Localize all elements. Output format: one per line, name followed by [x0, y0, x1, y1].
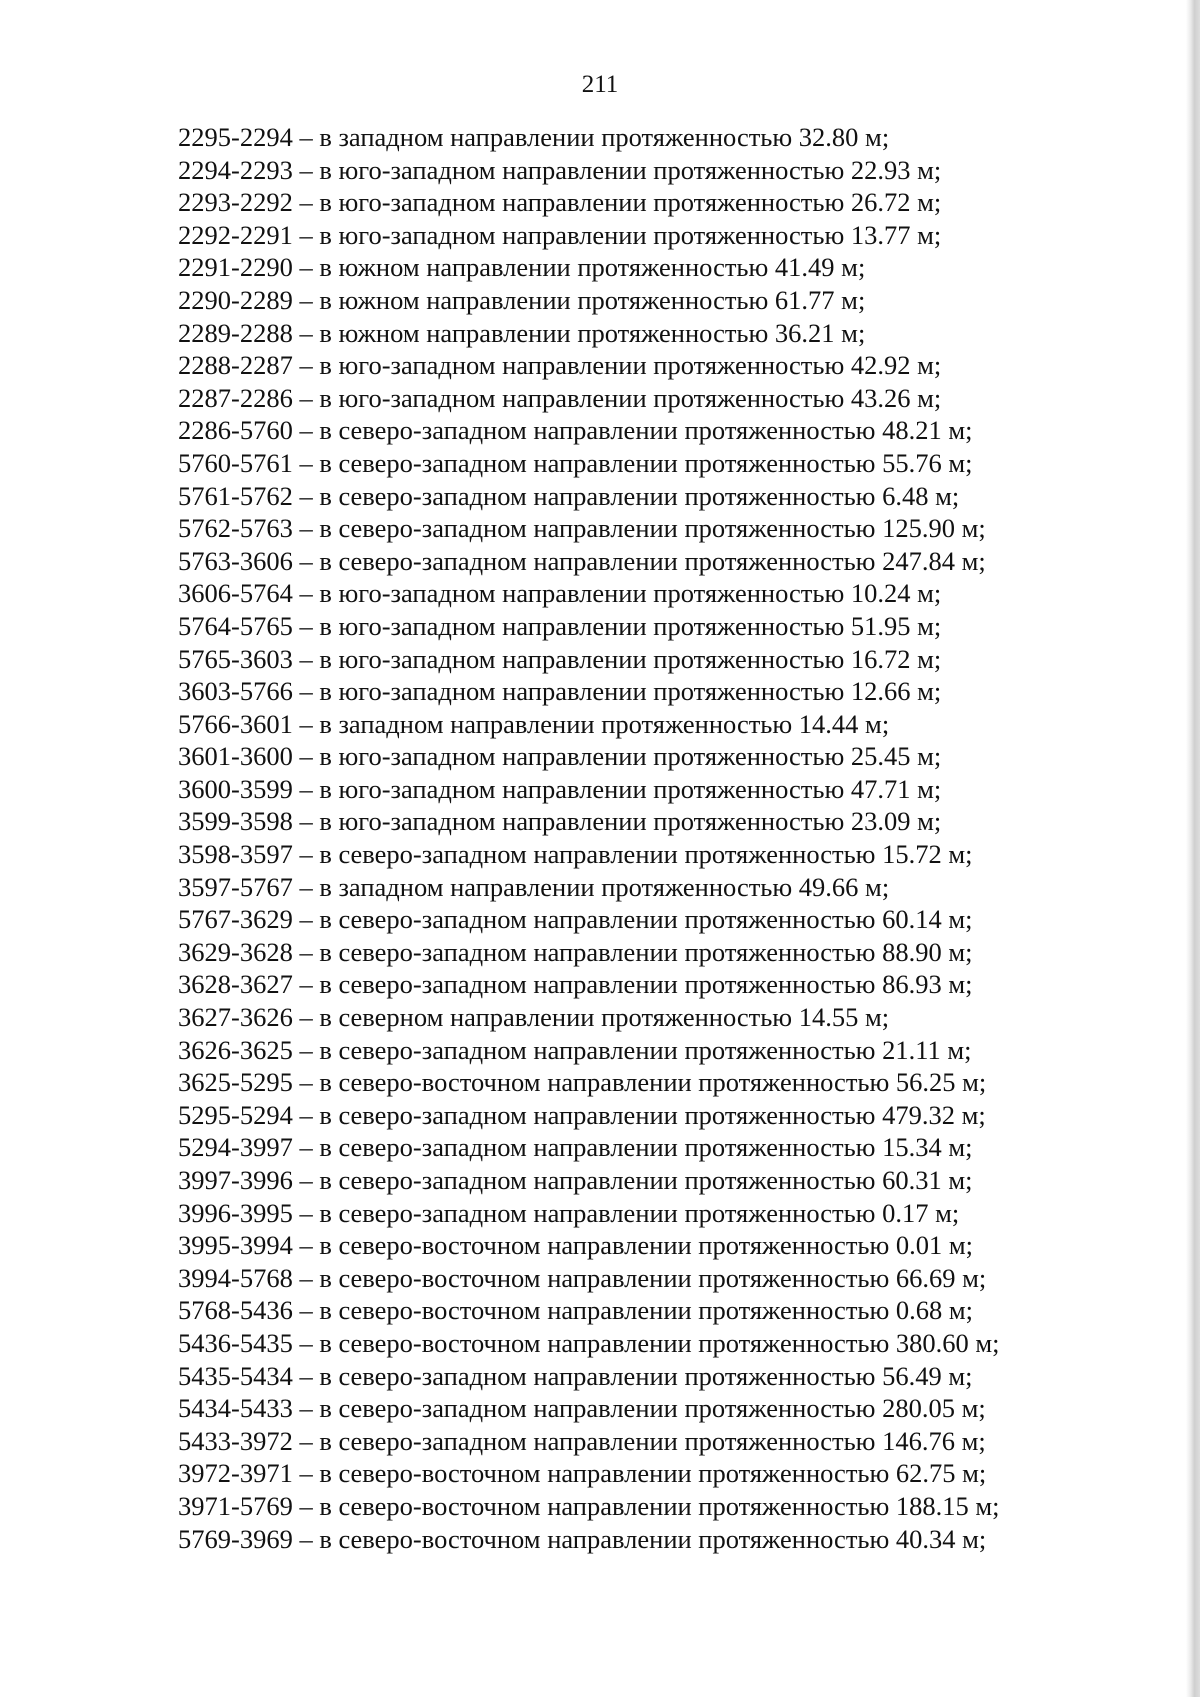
list-item: 3971-5769 – в северо-восточном направлении протяженностью 188.15 м;	[178, 1490, 1000, 1521]
list-item: 3972-3971 – в северо-восточном направлении протяженностью 62.75 м;	[178, 1458, 987, 1489]
list-item: 5294-3997 – в северо-западном направлении протяженностью 15.34 м;	[178, 1132, 973, 1163]
list-item: 5767-3629 – в северо-западном направлении протяженностью 60.14 м;	[178, 904, 973, 935]
list-item: 5436-5435 – в северо-восточном направлении протяженностью 380.60 м;	[178, 1327, 1000, 1358]
list-item: 3994-5768 – в северо-восточном направлении протяженностью 66.69 м;	[178, 1262, 987, 1293]
boundary-description-list	[178, 121, 1000, 1555]
page-number: 211	[581, 71, 619, 98]
list-item: 3996-3995 – в северо-западном направлении протяженностью 0.17 м;	[178, 1197, 960, 1228]
list-item: 5435-5434 – в северо-западном направлении протяженностью 56.49 м;	[178, 1360, 973, 1391]
list-item: 3601-3600 – в юго-западном направлении протяженностью 25.45 м;	[178, 741, 942, 772]
list-item: 3606-5764 – в юго-западном направлении протяженностью 10.24 м;	[178, 578, 942, 609]
list-item: 2292-2291 – в юго-западном направлении протяженностью 13.77 м;	[178, 219, 942, 250]
list-item: 2294-2293 – в юго-западном направлении протяженностью 22.93 м;	[178, 154, 942, 185]
list-item: 2287-2286 – в юго-западном направлении протяженностью 43.26 м;	[178, 382, 942, 413]
scan-edge-shadow	[1186, 0, 1200, 1697]
list-item: 2288-2287 – в юго-западном направлении протяженностью 42.92 м;	[178, 350, 942, 381]
list-item: 3627-3626 – в северном направлении протяженностью 14.55 м;	[178, 1002, 890, 1033]
list-item: 5764-5765 – в юго-западном направлении протяженностью 51.95 м;	[178, 610, 942, 641]
list-item: 3600-3599 – в юго-западном направлении протяженностью 47.71 м;	[178, 773, 942, 804]
list-item: 3995-3994 – в северо-восточном направлении протяженностью 0.01 м;	[178, 1230, 974, 1261]
list-item: 3625-5295 – в северо-восточном направлении протяженностью 56.25 м;	[178, 1067, 987, 1098]
list-item: 5295-5294 – в северо-западном направлении протяженностью 479.32 м;	[178, 1099, 986, 1130]
list-item: 3626-3625 – в северо-западном направлении протяженностью 21.11 м;	[178, 1034, 972, 1065]
list-item: 5433-3972 – в северо-западном направлении протяженностью 146.76 м;	[178, 1425, 986, 1456]
list-item: 5761-5762 – в северо-западном направлении протяженностью 6.48 м;	[178, 480, 960, 511]
list-item: 3629-3628 – в северо-западном направлении протяженностью 88.90 м;	[178, 936, 973, 967]
list-item: 2293-2292 – в юго-западном направлении протяженностью 26.72 м;	[178, 187, 942, 218]
list-item: 3603-5766 – в юго-западном направлении протяженностью 12.66 м;	[178, 676, 942, 707]
list-item: 2295-2294 – в западном направлении протяженностью 32.80 м;	[178, 122, 890, 152]
list-item: 5766-3601 – в западном направлении протяженностью 14.44 м;	[178, 708, 890, 739]
list-item: 3599-3598 – в юго-западном направлении протяженностью 23.09 м;	[178, 806, 942, 837]
list-item: 2289-2288 – в южном направлении протяженностью 36.21 м;	[178, 317, 866, 348]
list-item: 3628-3627 – в северо-западном направлении протяженностью 86.93 м;	[178, 969, 973, 1000]
list-item: 5434-5433 – в северо-западном направлении протяженностью 280.05 м;	[178, 1393, 986, 1424]
list-item: 5769-3969 – в северо-восточном направлении протяженностью 40.34 м;	[178, 1523, 987, 1554]
list-item: 2290-2289 – в южном направлении протяженностью 61.77 м;	[178, 284, 866, 315]
list-item: 2291-2290 – в южном направлении протяженностью 41.49 м;	[178, 252, 866, 283]
list-item: 3598-3597 – в северо-западном направлении протяженностью 15.72 м;	[178, 839, 973, 870]
list-item: 2286-5760 – в северо-западном направлении протяженностью 48.21 м;	[178, 415, 973, 446]
list-item: 3997-3996 – в северо-западном направлении протяженностью 60.31 м;	[178, 1165, 973, 1195]
list-item: 5765-3603 – в юго-западном направлении протяженностью 16.72 м;	[178, 643, 942, 674]
list-item: 5762-5763 – в северо-западном направлении протяженностью 125.90 м;	[178, 513, 986, 544]
list-item: 5768-5436 – в северо-восточном направлении протяженностью 0.68 м;	[178, 1295, 974, 1326]
list-item: 5760-5761 – в северо-западном направлении протяженностью 55.76 м;	[178, 447, 973, 478]
list-item: 5763-3606 – в северо-западном направлении протяженностью 247.84 м;	[178, 545, 986, 576]
list-item: 3597-5767 – в западном направлении протяженностью 49.66 м;	[178, 871, 890, 902]
